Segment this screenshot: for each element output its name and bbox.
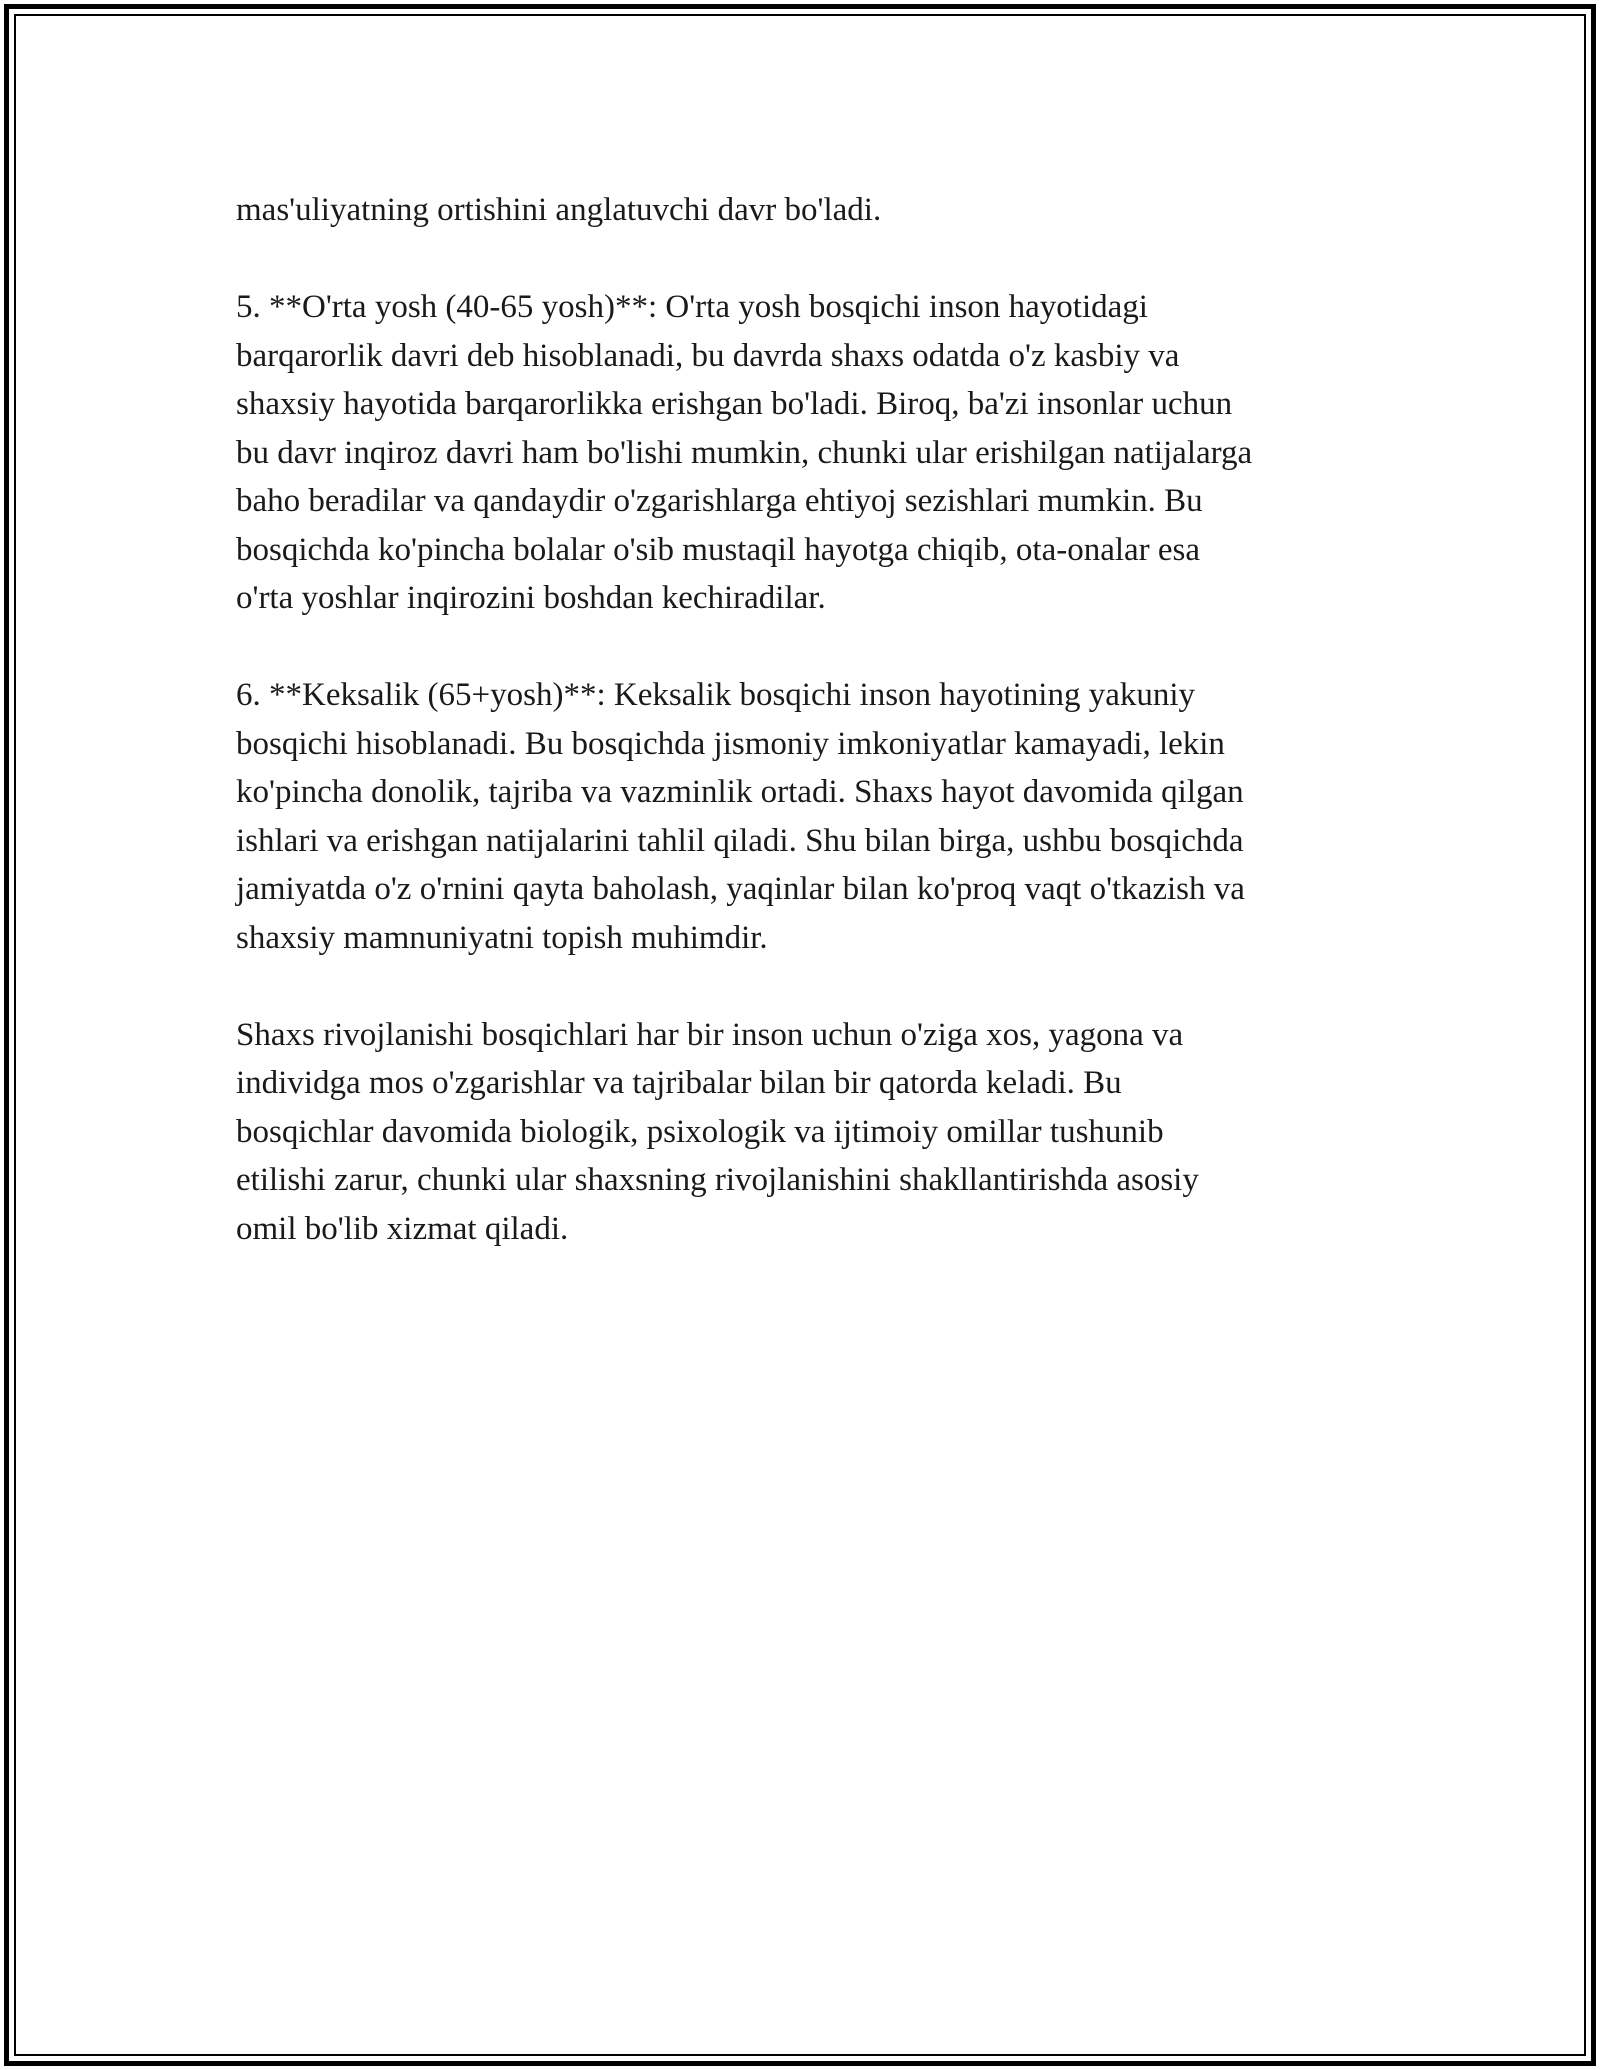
paragraph-continuation [236,186,1416,235]
text-line: bu davr inqiroz davri ham bo'lishi mumkin, chunki ular erishilgan natijalarga [236,434,1253,471]
text-line: omil bo'lib xizmat qiladi. [236,1210,569,1247]
text-line: etilishi zarur, chunki ular shaxsning rivojlanishini shakllantirishda asosiy [236,1162,1199,1198]
text-line: o'rta yoshlar inqirozini boshdan kechiradilar. [236,580,826,616]
text-line: individga mos o'zgarishlar va tajribalar bilan bir qatorda keladi. Bu [236,1065,1122,1101]
paragraph-old-age [236,671,1416,962]
text-line: 6. **Keksalik (65+yosh)**: Keksalik bosqichi inson hayotining yakuniy [236,677,1196,713]
text-line: mas'uliyatning ortishini anglatuvchi davr bo'ladi. [236,192,882,228]
text-line: shaxsiy mamnuniyatni topish muhimdir. [236,919,768,956]
text-line: baho beradilar va qandaydir o'zgarishlarga ehtiyoj sezishlari mumkin. Bu [236,483,1203,519]
paragraph-middle-age [236,283,1416,623]
text-line: bosqichi hisoblanadi. Bu bosqichda jismoniy imkoniyatlar kamayadi, lekin [236,725,1225,762]
document-body [236,186,1416,1302]
text-line: Shaxs rivojlanishi bosqichlari har bir inson uchun o'ziga xos, yagona va [236,1016,1184,1053]
text-line: shaxsiy hayotida barqarorlikka erishgan bo'ladi. Biroq, ba'zi insonlar uchun [236,386,1233,422]
paragraph-conclusion [236,1011,1416,1254]
text-line: ishlari va erishgan natijalarini tahlil qiladi. Shu bilan birga, ushbu bosqichda [236,822,1244,859]
text-line: bosqichda ko'pincha bolalar o'sib mustaqil hayotga chiqib, ota-onalar esa [236,531,1201,568]
text-line: barqarorlik davri deb hisoblanadi, bu davrda shaxs odatda o'z kasbiy va [236,337,1180,374]
text-line: ko'pincha donolik, tajriba va vazminlik ortadi. Shaxs hayot davomida qilgan [236,774,1244,810]
text-line: 5. **O'rta yosh (40-65 yosh)**: O'rta yosh bosqichi inson hayotidagi [236,289,1148,325]
text-line: jamiyatda o'z o'rnini qayta baholash, yaqinlar bilan ko'proq vaqt o'tkazish va [236,871,1245,907]
text-line: bosqichlar davomida biologik, psixologik va ijtimoiy omillar tushunib [236,1113,1164,1150]
